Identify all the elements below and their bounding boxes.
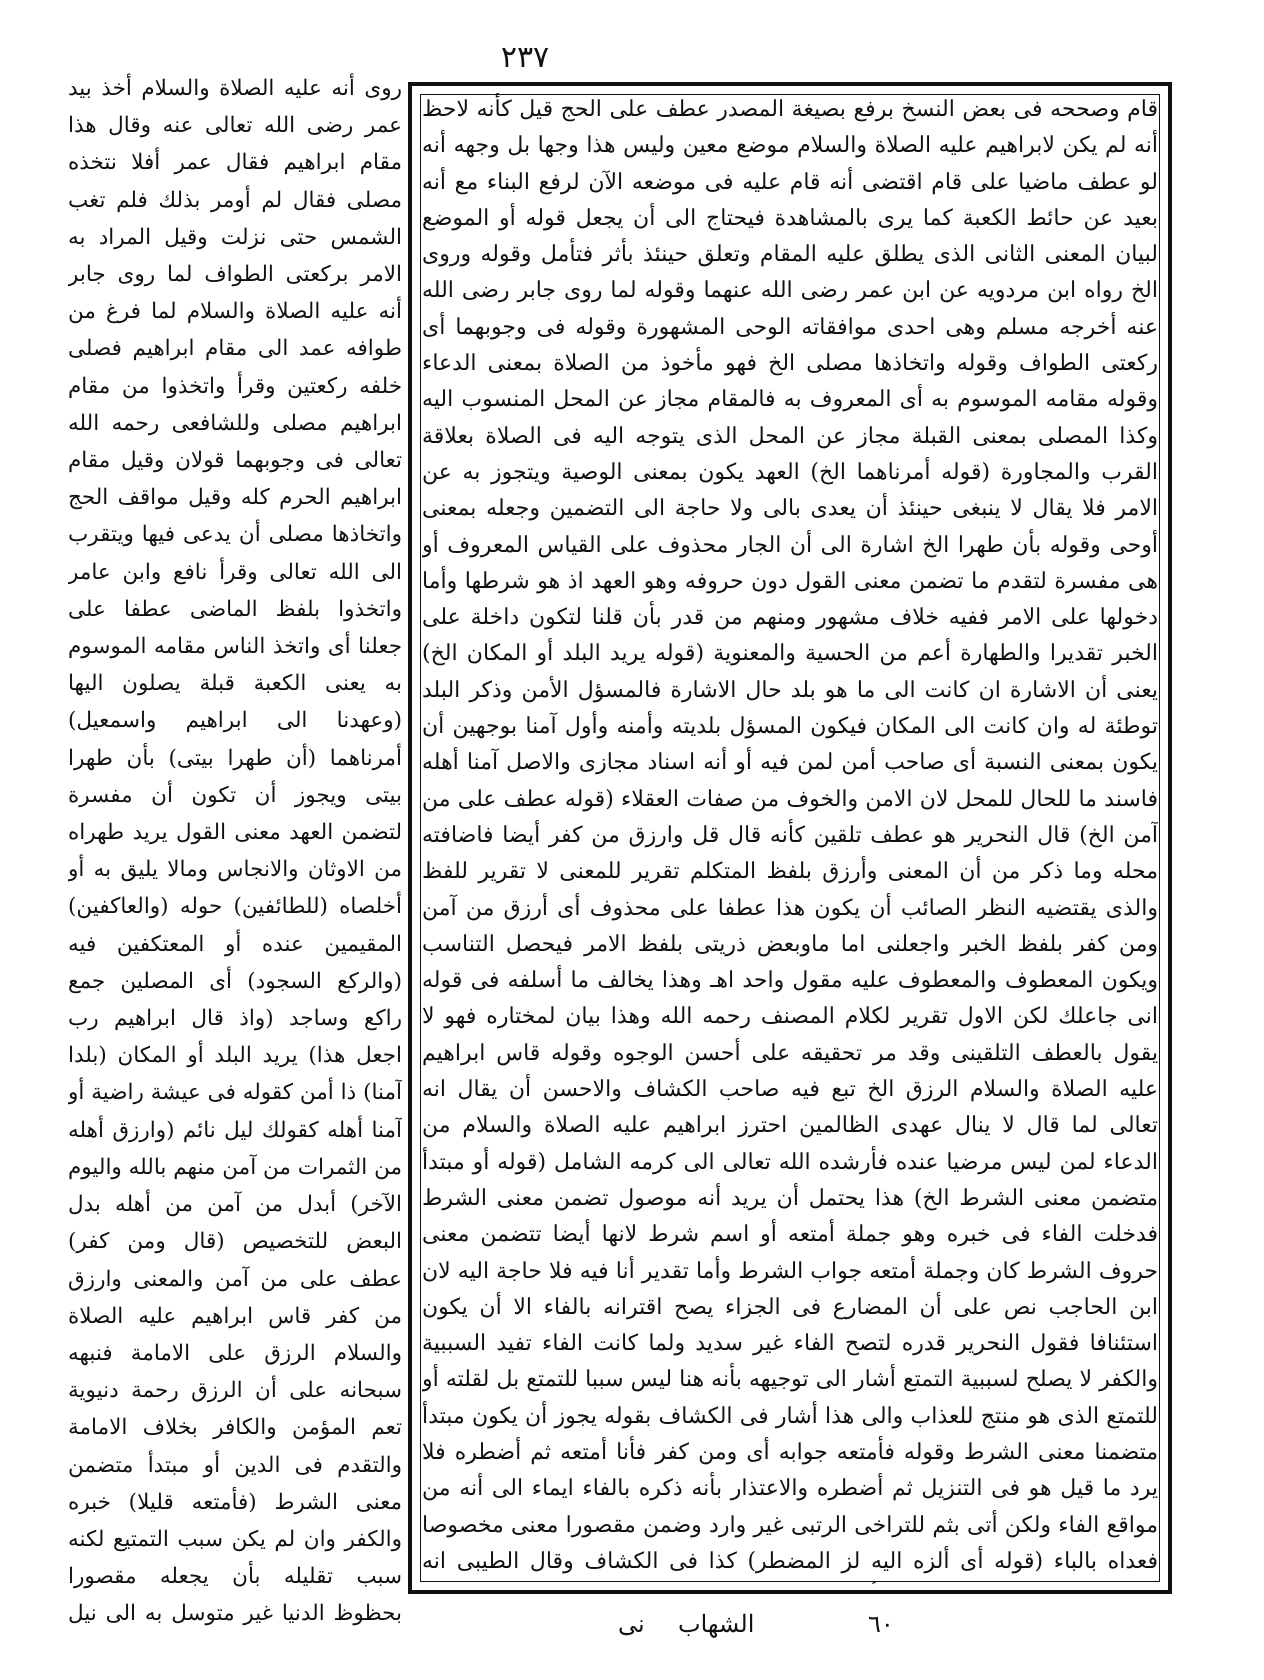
footer-part: نى [618, 1610, 645, 1638]
page-footer [408, 1610, 1172, 1650]
main-text: قام وصححه فى بعض النسخ برفع بصيغة المصدر عطف على الحج قيل كأنه لاحظ أنه لم يكن لابراهيم عليه الصلاة والسلام موضع معين وليس هذا وجها بل وجهه أنه لو عطف ماضيا على قام اقتضى أنه قام عليه فى موضعه الآن لرفع البناء مع أنه بعيد عن حائط الكعبة كما يرى بالمشاهدة فيحتاج الى أن يجعل قوله أو الموضع لبيان المعنى الثانى الذى يطلق عليه المقام وتعلق حينئذ بأثر فتأمل وقوله وروى الخ رواه ابن مردويه عن ابن عمر رضى الله عنهما وقوله لما روى جابر رضى الله عنه أخرجه مسلم وهى احدى موافقاته الوحى المشهورة وقوله فى وجوبهما أى ركعتى الطواف وقوله واتخاذها مصلى الخ فهو مأخوذ من الصلاة بمعنى الدعاء وقوله مقامه الموسوم به أى المعروف به فالمقام مجاز عن المحل المنسوب اليه وكذا المصلى بمعنى القبلة مجاز عن المحل الذى يتوجه اليه فى الصلاة بعلاقة القرب والمجاورة (قوله أمرناهما الخ) العهد يكون بمعنى الوصية ويتجوز به عن الامر فلا يقال لا ينبغى حينئذ أن يعدى بالى ولا حاجة الى التضمين وجعله بمعنى أوحى وقوله بأن طهرا الخ اشارة الى أن الجار محذوف على القياس المعروف أو هى مفسرة لتقدم ما تضمن معنى القول دون حروفه وهو العهد اذ هو شرطها وأما دخولها على الامر ففيه خلاف مشهور ومنهم من قدر بأن قلنا لتكون داخلة على الخبر تقديرا والطهارة أعم من الحسية والمعنوية (قوله يريد البلد أو المكان الخ) يعنى أن الاشارة ان كانت الى ما هو بلد حال الاشارة فالمسؤل الأمن وذكر البلد توطئة له وان كانت الى المكان فيكون المسؤل بلديته وأمنه وأول آمنا بوجهين أن يكون بمعنى النسبة أى صاحب أمن لمن فيه أو أنه اسناد مجازى والاصل آمنا أهله فاسند ما للحال للمحل لان الامن والخوف من صفات العقلاء (قوله عطف على من آمن الخ) قال النحرير هو عطف تلقين كأنه قال قل وارزق من كفر أيضا فاضافته محله وما ذكر من أن المعنى وأرزق بلفظ المتكلم تقرير للمعنى لا تقرير للفظ والذى يقتضيه النظر الصائب أن يكون هذا عطفا على محذوف أى أرزق من آمن ومن كفر بلفظ الخبر واجعلنى اما ماوبعض ذريتى بلفظ الامر فيحصل التناسب ويكون المعطوف والمعطوف عليه مقول واحد اهـ وهذا يخالف ما أسلفه فى قوله انى جاعلك لكن الاول تقرير لكلام المصنف رحمه الله وهذا بيان لمختاره فهو لا يقول بالعطف التلقينى وقد مر تحقيقه على أحسن الوجوه وقوله قاس ابراهيم عليه الصلاة والسلام الرزق الخ تبع فيه صاحب الكشاف والاحسن أن يقال انه تعالى لما قال لا ينال عهدى الظالمين احترز ابراهيم عليه الصلاة والسلام من الدعاء لمن ليس مرضيا عنده فأرشده الله تعالى الى كرمه الشامل (قوله أو مبتدأ متضمن معنى الشرط الخ) هذا يحتمل أن يريد أنه موصول تضمن معنى الشرط فدخلت الفاء فى خبره وهو جملة أمتعه أو اسم شرط لانها أيضا تتضمن معنى حروف الشرط كان وجملة أمتعه جواب الشرط وأما تقدير أنا فيه فلا حاجة اليه لان ابن الحاجب نص على أن المضارع فى الجزاء يصح اقترانه بالفاء الا أن يكون استئنافا فقول النحرير قدره لتصح الفاء غير سديد ولما كانت الفاء تفيد السببية والكفر لا يصلح لسببية التمتع أشار الى توجيهه بأنه هنا ليس سببا للتمتع بل لقلته أو للتمتع الذى هو منتج للعذاب والى هذا أشار فى الكشاف بقوله يجوز أن يكون مبتدأ متضمنا معنى الشرط وقوله فأمتعه جوابه أى ومن كفر فأنا أمتعه ثم أضطره فلا يرد ما قيل هو فى التنزيل ثم أضطره والاعتذار بأنه ذكره بالفاء ايماء الى أنه من مواقع الفاء ولكن أتى بثم للتراخى الرتبى غير وارد وضمن مقصورا معنى مخصوصا فعداه بالباء (قوله أى ألزه اليه لز المضطر) كذا فى الكشاف وقال الطيبى انه [422, 97, 1158, 1574]
footer-title: الشهاب [678, 1610, 755, 1638]
margin-text-column [68, 70, 402, 1630]
footer-number: ٦٠ [868, 1610, 894, 1638]
main-text-block [422, 92, 1158, 1584]
page-number: ٢٣٧ [500, 40, 550, 75]
main-text-frame [408, 82, 1172, 1594]
margin-text: روى أنه عليه الصلاة والسلام أخذ بيد عمر رضى الله تعالى عنه وقال هذا مقام ابراهيم فقال عمر أفلا نتخذه مصلى فقال لم أومر بذلك فلم تغب الشمس حتى نزلت وقيل المراد به الامر بركعتى الطواف لما روى جابر أنه عليه الصلاة والسلام لما فرغ من طوافه عمد الى مقام ابراهيم فصلى خلفه ركعتين وقرأ واتخذوا من مقام ابراهيم مصلى وللشافعى رحمه الله تعالى فى وجوبهما قولان وقيل مقام ابراهيم الحرم كله وقيل مواقف الحج واتخاذها مصلى أن يدعى فيها ويتقرب الى الله تعالى وقرأ نافع وابن عامر واتخذوا بلفظ الماضى عطفا على جعلنا أى واتخذ الناس مقامه الموسوم به يعنى الكعبة قبلة يصلون اليها (وعهدنا الى ابراهيم واسمعيل) أمرناهما (أن طهرا بيتى) بأن طهرا بيتى ويجوز أن تكون أن مفسرة لتضمن العهد معنى القول يريد طهراه من الاوثان والانجاس ومالا يليق به أو أخلصاه (للطائفين) حوله (والعاكفين) المقيمين عنده أو المعتكفين فيه (والركع السجود) أى المصلين جمع راكع وساجد (واذ قال ابراهيم رب اجعل هذا) يريد البلد أو المكان (بلدا آمنا) ذا أمن كقوله فى عيشة راضية أو آمنا أهله كقولك ليل نائم (وارزق أهله من الثمرات من آمن منهم بالله واليوم الآخر) أبدل من آمن من أهله بدل البعض للتخصيص (قال ومن كفر) عطف على من آمن والمعنى وارزق من كفر قاس ابراهيم عليه الصلاة والسلام الرزق على الامامة فنبهه سبحانه على أن الرزق رحمة دنيوية تعم المؤمن والكافر بخلاف الامامة والتقدم فى الدين أو مبتدأ متضمن معنى الشرط (فأمتعه قليلا) خبره والكفر وان لم يكن سبب التمتيع لكنه سبب تقليله بأن يجعله مقصورا بحظوظ الدنيا غير متوسل به الى نيل [68, 76, 402, 1627]
